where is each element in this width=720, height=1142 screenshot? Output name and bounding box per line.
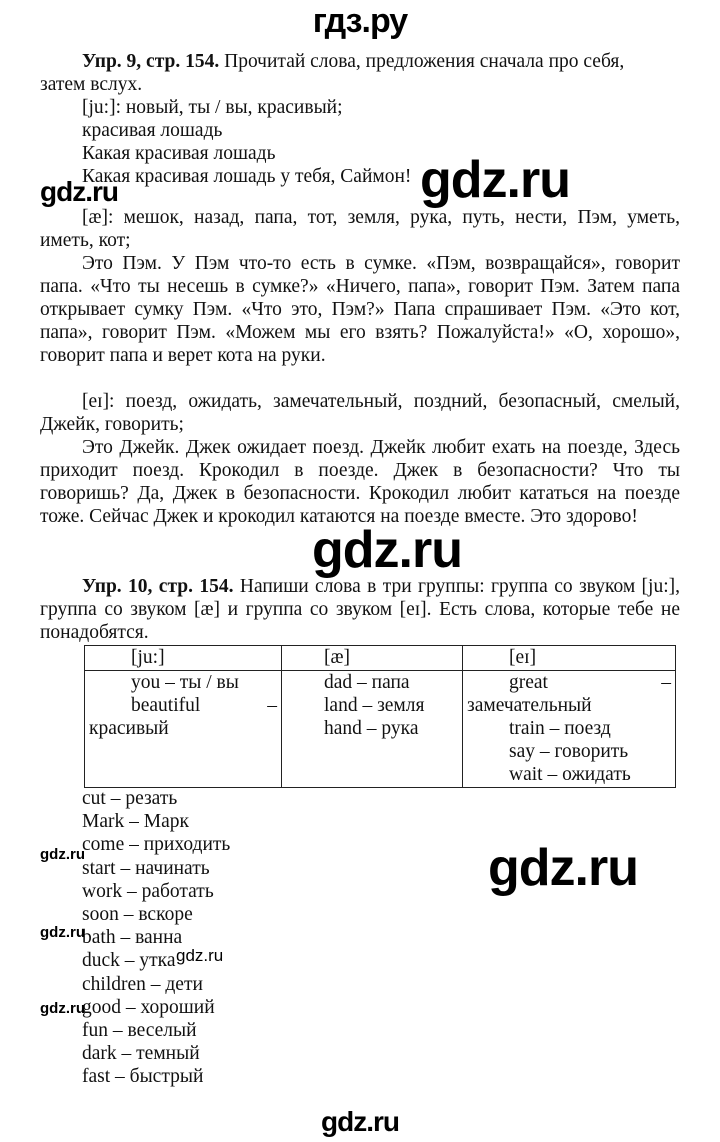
list-item: good – хороший [82,996,215,1018]
ju-phrase-3: Какая красивая лошадь у тебя, Саймон! [82,166,412,187]
ae-text-paragraph [40,252,680,367]
table-cell-ei [463,671,676,788]
list-item: children – дети [82,973,203,995]
watermark-small: gdz.ru [40,1000,85,1017]
table-cell-word: замечательный [467,695,592,716]
table-header-row [85,646,676,671]
exercise10-instruction [40,575,680,644]
table-header: [ju:] [131,647,165,668]
ei-words: [eɪ]: поезд, ожидать, замечательный, поздний, безопасный, смелый, Джейк, говорить; [40,391,680,435]
list-item: soon – вскоре [82,904,193,926]
header-watermark: гдз.ру [312,2,408,40]
table-cell-ae [282,671,463,788]
list-item: duck – утка [82,950,176,972]
watermark-small: gdz.ru [40,846,85,863]
list-item: start – начинать [82,857,210,879]
ju-phrase-2: Какая красивая лошадь [82,143,276,164]
word-groups-table [84,645,676,788]
watermark-large: gdz.ru [488,839,638,897]
table-cell-word: great [509,672,548,693]
table-cell-dash: – [267,695,277,716]
exercise9-instruction [40,50,680,73]
ei-text-paragraph [40,436,680,528]
unused-words-list [82,787,230,1089]
ei-words-paragraph [40,390,680,436]
ae-words: [æ]: мешок, назад, папа, тот, земля, рука, путь, нести, Пэм, уметь, иметь, кот; [40,207,680,251]
list-item: dark – темный [82,1043,200,1065]
watermark-small: gdz.ru [40,176,118,207]
list-item: fun – веселый [82,1020,197,1042]
exercise9-label: Упр. 9, стр. 154. [82,51,220,72]
list-item: cut – резать [82,788,178,809]
watermark-large: gdz.ru [312,521,462,579]
table-cell-word: train – поезд [509,718,611,739]
table-cell-word: land – земля [324,695,425,716]
table-cell-word: wait – ожидать [509,764,631,785]
table-cell-word: beautiful [131,695,201,716]
ju-words-line: [ju:]: новый, ты / вы, красивый; [82,97,343,118]
list-item: fast – быстрый [82,1066,204,1088]
ei-text: Это Джейк. Джек ожидает поезд. Джейк любит ехать на поезде, Здесь приходит поезд. Крокодил в поезде. Джек в безопасности? Что ты говоришь? Да, Джек в безопасности. Крокодил любит кататься на поезде тоже. Сейчас Джек и крокодил катаются на поезде вместе. Это здорово! [40,437,680,527]
list-item: come – приходить [82,834,231,856]
list-item: work – работать [82,880,214,902]
exercise10-label: Упр. 10, стр. 154. [82,576,234,597]
table-header: [æ] [324,647,350,668]
ae-words-paragraph [40,206,680,252]
exercise10-instruction-text: Напиши слова в три группы: группа со звуком [ju:], группа со звуком [æ] и группа со звуком [eɪ]. Есть слова, которые тебе не понадобятся. [40,576,680,643]
list-item: bath – ванна [82,927,183,949]
table-cell-word: say – говорить [509,741,629,762]
table-cell-word: dad – папа [324,672,410,693]
watermark-small: gdz.ru [40,924,85,941]
list-item: Mark – Марк [82,811,189,833]
table-cell-ju [85,671,282,788]
exercise9-instruction-line2: затем вслух. [40,74,143,95]
ju-phrase-1: красивая лошадь [82,120,223,141]
exercise9-instruction-line1: Прочитай слова, предложения сначала про себя, [219,51,625,72]
table-cell-word: hand – рука [324,718,419,739]
table-row [85,671,676,788]
table-cell-dash: – [661,672,671,693]
footer-watermark: gdz.ru [321,1106,399,1137]
ae-text: Это Пэм. У Пэм что-то есть в сумке. «Пэм, возвращайся», говорит папа. «Что ты несешь в сумке?» «Ничего, папа», говорит Пэм. Затем папа открывает сумку Пэм. «Что это, Пэм?» Папа спрашивает Пэм. «Это кот, папа», говорит Пэм. «Можем мы его взять? Пожалуйста!» «О, хорошо», говорит папа и верет кота на руки. [40,253,680,366]
watermark-small: gdz.ru [176,946,224,965]
table-cell-word: красивый [89,718,169,739]
table-cell-word: you – ты / вы [131,672,239,693]
table-header: [eɪ] [509,647,537,668]
watermark-large: gdz.ru [420,151,570,209]
